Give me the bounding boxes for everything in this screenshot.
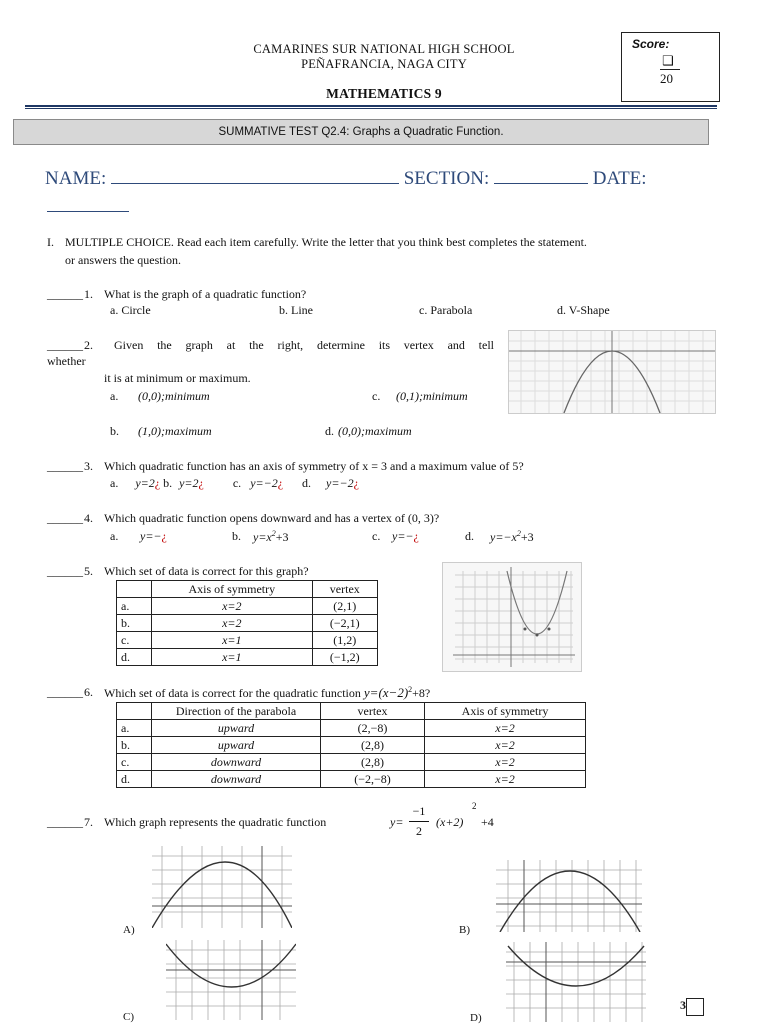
q7-eq-numerator: −1: [412, 804, 426, 818]
vertex-cell: (2,8): [321, 754, 425, 771]
q1-number: 1.: [84, 287, 93, 301]
direction-cell: downward: [152, 771, 321, 788]
q5-text: Which set of data is correct for this graph?: [104, 564, 309, 578]
table-row: [117, 615, 378, 632]
q3-option-c: y=−2: [250, 476, 278, 490]
q2-option-c-label: c.: [372, 389, 381, 403]
q4-option-d: [490, 529, 534, 545]
score-blank-icon: ❑: [662, 53, 674, 68]
q3-options: [110, 476, 359, 491]
row-label: b.: [117, 737, 152, 754]
q2-option-a-label: a.: [110, 389, 119, 403]
score-label: Score:: [632, 37, 670, 51]
q4-text: Which quadratic function opens downward and has a vertex of (0, 3)?: [104, 511, 440, 525]
date-label: DATE:: [592, 168, 647, 189]
axis-cell: x=1: [152, 649, 313, 666]
q2-option-c: (0,1);minimum: [396, 389, 468, 403]
table-row: [117, 598, 378, 615]
answer-blank-1[interactable]: ______: [47, 287, 83, 301]
q1-text: What is the graph of a quadratic function?: [104, 287, 307, 301]
table-header-row: [117, 581, 378, 598]
table-cell: [117, 581, 152, 598]
q4-option-b-exp: 2: [271, 529, 276, 538]
axis-cell: x=2: [425, 720, 586, 737]
score-box: [621, 32, 720, 102]
q6-text-label: Which set of data is correct for the quadratic function: [104, 686, 361, 700]
axis-cell: x=2: [425, 771, 586, 788]
answer-blank-7[interactable]: ______: [47, 815, 83, 829]
vertex-cell: (−2,−8): [321, 771, 425, 788]
q4-option-b-tail: +3: [275, 530, 289, 544]
q2-parabola-graph: [508, 330, 716, 414]
missing-glyph-icon: ¿: [161, 529, 167, 543]
row-label: a.: [117, 720, 152, 737]
q3-option-d: y=−2: [326, 476, 354, 490]
q3-option-b-label: b.: [163, 476, 173, 490]
q1-option-a: a. Circle: [110, 303, 151, 317]
table-row: [117, 771, 586, 788]
q1-option-d: d. V-Shape: [557, 303, 610, 317]
q6-equation-tail: +8?: [412, 686, 431, 700]
row-label: a.: [117, 598, 152, 615]
row-label: c.: [117, 754, 152, 771]
answer-blank-5[interactable]: ______: [47, 564, 83, 578]
table-header: vertex: [321, 703, 425, 720]
q4-option-c-label: c.: [372, 529, 381, 543]
q4-option-d-label: d.: [465, 529, 474, 543]
graph-option-a: [152, 846, 292, 928]
table-row: [117, 737, 586, 754]
q4-option-d-eq: y=−x: [490, 530, 517, 544]
table-row: [117, 632, 378, 649]
header-rule-thin: [25, 108, 717, 109]
vertex-cell: (−1,2): [312, 649, 377, 666]
axis-cell: x=2: [425, 737, 586, 754]
graph-option-c: [166, 940, 296, 1020]
answer-blank-4[interactable]: ______: [47, 511, 83, 525]
table-header: vertex: [312, 581, 377, 598]
q7-eq-paren: (x+2): [436, 815, 464, 829]
direction-cell: downward: [152, 754, 321, 771]
q4-option-c: [392, 529, 419, 544]
q6-number: 6.: [84, 685, 93, 699]
q7-text: Which graph represents the quadratic function: [104, 815, 327, 829]
vertex-cell: (2,−8): [321, 720, 425, 737]
direction-cell: upward: [152, 720, 321, 737]
table-header: Direction of the parabola: [152, 703, 321, 720]
row-label: b.: [117, 615, 152, 632]
axis-cell: x=2: [152, 615, 313, 632]
page-mark-box: [686, 998, 704, 1016]
q6-text: [104, 685, 430, 701]
q4-option-d-tail: +3: [520, 530, 534, 544]
missing-glyph-icon: ¿: [154, 476, 161, 490]
missing-glyph-icon: ¿: [413, 529, 419, 543]
q7-eq-exponent: 2: [472, 801, 477, 811]
vertex-cell: (1,2): [312, 632, 377, 649]
table-row: [117, 649, 378, 666]
instructions-text: MULTIPLE CHOICE. Read each item carefully. Write the letter that you think best completes the statement.: [65, 235, 587, 249]
q6-exponent: 2: [408, 685, 413, 694]
q4-option-b-label: b.: [232, 529, 241, 543]
q3-option-b: y=2: [179, 476, 199, 490]
row-label: d.: [117, 649, 152, 666]
q2-option-d-label: d.: [325, 424, 334, 438]
answer-blank-6[interactable]: ______: [47, 685, 83, 699]
axis-cell: x=1: [152, 632, 313, 649]
q7-eq-fraction-bar: [409, 821, 429, 822]
missing-glyph-icon: ¿: [198, 476, 204, 490]
table-row: [117, 720, 586, 737]
graph-label-c: C): [123, 1011, 134, 1023]
graph-label-d: D): [470, 1012, 482, 1024]
missing-glyph-icon: ¿: [353, 476, 359, 490]
section-label: SECTION:: [403, 168, 490, 189]
graph-option-b: [496, 860, 642, 932]
q4-option-c-eq: y=−: [392, 529, 414, 543]
q6-equation: y=(x−2): [363, 685, 409, 700]
q2-option-b: (1,0);maximum: [138, 424, 212, 438]
q3-number: 3.: [84, 459, 93, 473]
table-header: Axis of symmetry: [152, 581, 313, 598]
answer-blank-2[interactable]: ______: [47, 338, 83, 352]
vertex-cell: (2,1): [312, 598, 377, 615]
table-header-row: [117, 703, 586, 720]
q7-number: 7.: [84, 815, 93, 829]
q4-option-a: [140, 529, 167, 544]
q3-option-d-label: d.: [302, 476, 312, 490]
q1-option-c: c. Parabola: [419, 303, 473, 317]
row-label: c.: [117, 632, 152, 649]
q2-text: Given the graph at the right, determine its vertex and tell: [114, 338, 494, 352]
subject-title: MATHEMATICS 9: [326, 86, 442, 101]
q5-table: [116, 580, 378, 666]
direction-cell: upward: [152, 737, 321, 754]
q3-option-c-label: c.: [232, 476, 242, 490]
student-info-line: [45, 168, 647, 190]
q4-option-d-exp: 2: [516, 529, 521, 538]
axis-cell: x=2: [152, 598, 313, 615]
vertex-cell: (−2,1): [312, 615, 377, 632]
q3-option-a-label: a.: [110, 476, 119, 490]
q2-text-wrap: whether: [47, 354, 86, 368]
name-label: NAME:: [45, 168, 107, 189]
school-name: CAMARINES SUR NATIONAL HIGH SCHOOL: [253, 42, 515, 56]
graph-label-a: A): [123, 924, 135, 936]
date-field[interactable]: [47, 211, 129, 212]
q4-option-a-label: a.: [110, 529, 119, 543]
score-total: 20: [660, 71, 673, 86]
q2-number: 2.: [84, 338, 93, 352]
q2-option-a: (0,0);minimum: [138, 389, 210, 403]
q5-number: 5.: [84, 564, 93, 578]
instructions-text-2: or answers the question.: [65, 253, 181, 267]
q7-eq-denominator: 2: [416, 824, 422, 838]
q6-table: [116, 702, 586, 788]
part-number: I.: [47, 235, 54, 249]
header-rule: [25, 105, 717, 107]
q4-option-b-eq: y=x: [253, 530, 272, 544]
q4-option-a-eq: y=−: [140, 529, 162, 543]
q2-option-d: (0,0);maximum: [338, 424, 412, 438]
table-row: [117, 754, 586, 771]
answer-blank-3[interactable]: ______: [47, 459, 83, 473]
q2-option-b-label: b.: [110, 424, 119, 438]
q4-option-b: [253, 529, 289, 545]
q3-text: Which quadratic function has an axis of symmetry of x = 3 and a maximum value of 5?: [104, 459, 524, 473]
axis-cell: x=2: [425, 754, 586, 771]
vertex-cell: (2,8): [321, 737, 425, 754]
q5-parabola-graph: [442, 562, 582, 672]
q7-eq-y: y=: [390, 815, 404, 829]
q3-option-a: y=2: [135, 476, 155, 490]
score-fraction-bar: [660, 69, 680, 70]
page-number: 3: [680, 998, 686, 1012]
row-label: d.: [117, 771, 152, 788]
q7-eq-tail: +4: [481, 815, 494, 829]
graph-option-d: [506, 942, 646, 1022]
test-title: SUMMATIVE TEST Q2.4: Graphs a Quadratic Function.: [13, 119, 709, 145]
name-field[interactable]: [111, 169, 399, 184]
section-field[interactable]: [494, 169, 588, 184]
school-address: PEÑAFRANCIA, NAGA CITY: [301, 57, 467, 71]
table-header: Axis of symmetry: [425, 703, 586, 720]
q4-number: 4.: [84, 511, 93, 525]
q1-option-b: b. Line: [279, 303, 313, 317]
missing-glyph-icon: ¿: [277, 476, 284, 490]
graph-label-b: B): [459, 924, 470, 936]
q2-text-2: it is at minimum or maximum.: [104, 371, 251, 385]
table-cell: [117, 703, 152, 720]
